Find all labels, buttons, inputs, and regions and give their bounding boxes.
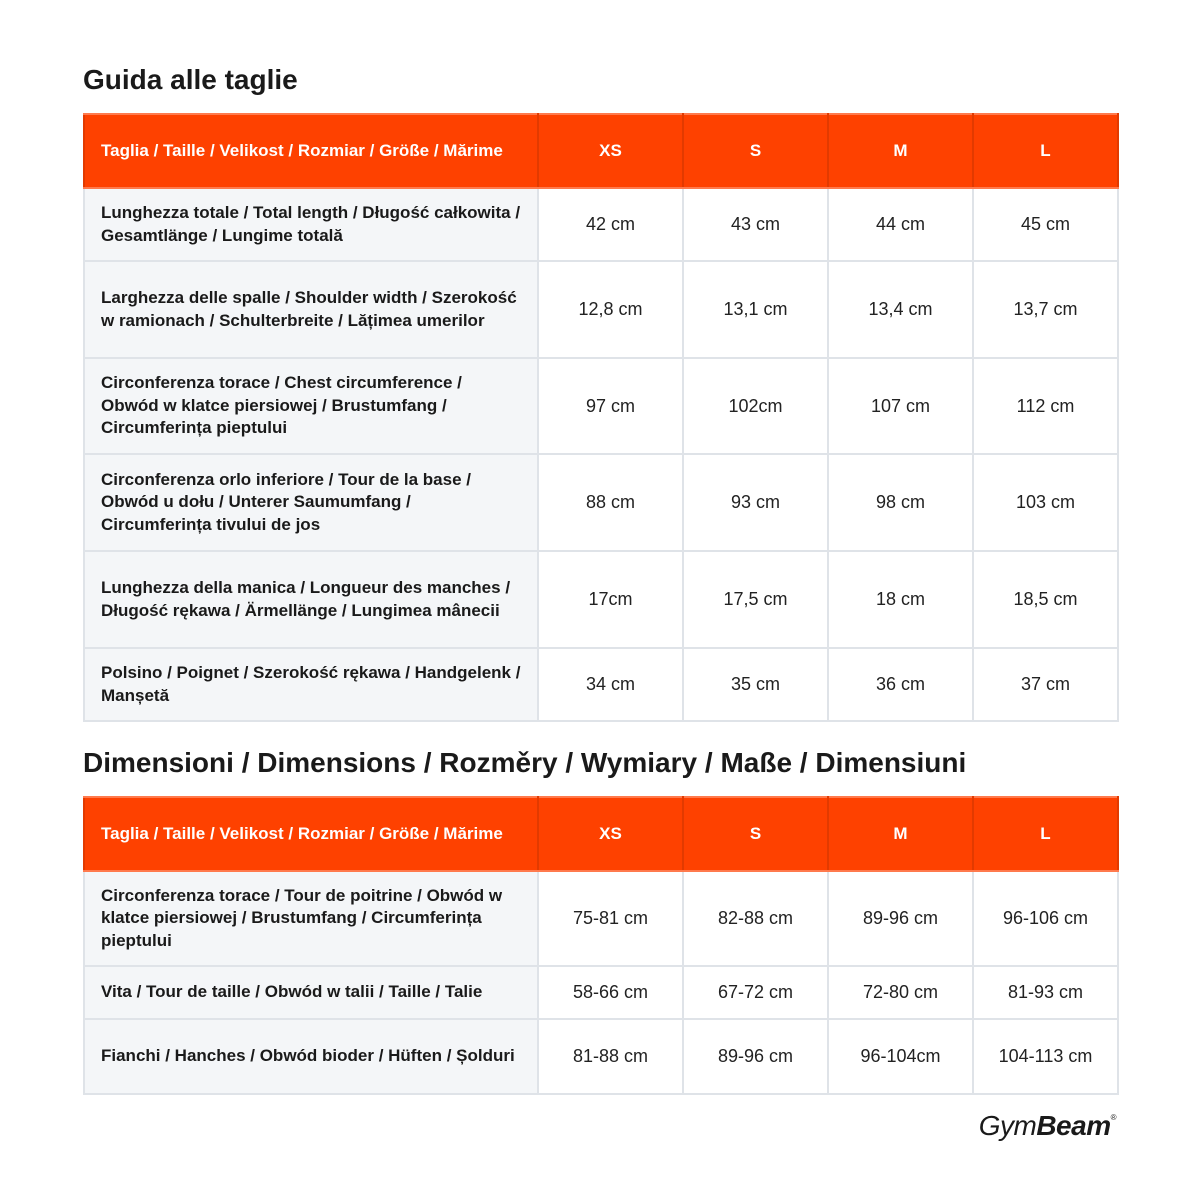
row-label: Circonferenza torace / Tour de poitrine / Obwód w klatce piersiowej / Brustumfang / Circumferința pieptului [84, 871, 538, 966]
row-label: Lunghezza della manica / Longueur des manches / Długość rękawa / Ärmellänge / Lungimea mânecii [84, 551, 538, 648]
cell-xs: 97 cm [538, 358, 683, 454]
cell-l: 18,5 cm [973, 551, 1118, 648]
row-label: Fianchi / Hanches / Obwód bioder / Hüften / Șolduri [84, 1019, 538, 1094]
registered-mark: ® [1110, 1113, 1116, 1122]
table-header-row [84, 114, 1118, 188]
cell-xs: 42 cm [538, 188, 683, 261]
cell-s: 93 cm [683, 454, 828, 551]
table-row [84, 966, 1118, 1019]
header-size-l: L [973, 797, 1118, 871]
dimensions-table [83, 796, 1119, 1095]
header-size-s: S [683, 114, 828, 188]
gymbeam-logo [979, 1112, 1116, 1140]
cell-s: 43 cm [683, 188, 828, 261]
row-label: Larghezza delle spalle / Shoulder width / Szerokość w ramionach / Schulterbreite / Lățimea umerilor [84, 261, 538, 358]
header-size-label: Taglia / Taille / Velikost / Rozmiar / Größe / Mărime [84, 114, 538, 188]
cell-m: 36 cm [828, 648, 973, 721]
cell-l: 45 cm [973, 188, 1118, 261]
table-row [84, 358, 1118, 454]
cell-s: 102cm [683, 358, 828, 454]
row-label: Circonferenza orlo inferiore / Tour de la base / Obwód u dołu / Unterer Saumumfang / Circumferința tivului de jos [84, 454, 538, 551]
cell-xs: 88 cm [538, 454, 683, 551]
cell-l: 96-106 cm [973, 871, 1118, 966]
table-row [84, 648, 1118, 721]
row-label: Polsino / Poignet / Szerokość rękawa / Handgelenk / Manșetă [84, 648, 538, 721]
header-size-xs: XS [538, 797, 683, 871]
cell-s: 67-72 cm [683, 966, 828, 1019]
cell-s: 35 cm [683, 648, 828, 721]
cell-xs: 81-88 cm [538, 1019, 683, 1094]
row-label: Circonferenza torace / Chest circumference / Obwód w klatce piersiowej / Brustumfang / Circumferința pieptului [84, 358, 538, 454]
table-row [84, 261, 1118, 358]
cell-s: 82-88 cm [683, 871, 828, 966]
header-size-label: Taglia / Taille / Velikost / Rozmiar / Größe / Mărime [84, 797, 538, 871]
size-guide-table [83, 113, 1119, 722]
table-row [84, 454, 1118, 551]
cell-xs: 17cm [538, 551, 683, 648]
logo-gym: Gym [978, 1110, 1037, 1141]
cell-xs: 12,8 cm [538, 261, 683, 358]
size-guide-title: Guida alle taglie [83, 64, 298, 95]
header-size-l: L [973, 114, 1118, 188]
cell-m: 44 cm [828, 188, 973, 261]
table-row [84, 188, 1118, 261]
cell-m: 89-96 cm [828, 871, 973, 966]
table-row [84, 551, 1118, 648]
cell-s: 13,1 cm [683, 261, 828, 358]
cell-xs: 34 cm [538, 648, 683, 721]
cell-l: 37 cm [973, 648, 1118, 721]
table-header-row [84, 797, 1118, 871]
dimensions-title: Dimensioni / Dimensions / Rozměry / Wymiary / Maße / Dimensiuni [83, 747, 967, 778]
cell-m: 98 cm [828, 454, 973, 551]
table-row [84, 871, 1118, 966]
cell-l: 81-93 cm [973, 966, 1118, 1019]
cell-m: 13,4 cm [828, 261, 973, 358]
header-size-s: S [683, 797, 828, 871]
row-label: Lunghezza totale / Total length / Długość całkowita / Gesamtlänge / Lungime totală [84, 188, 538, 261]
cell-s: 17,5 cm [683, 551, 828, 648]
cell-xs: 75-81 cm [538, 871, 683, 966]
cell-m: 18 cm [828, 551, 973, 648]
cell-l: 104-113 cm [973, 1019, 1118, 1094]
header-size-m: M [828, 797, 973, 871]
header-size-xs: XS [538, 114, 683, 188]
cell-l: 103 cm [973, 454, 1118, 551]
cell-xs: 58-66 cm [538, 966, 683, 1019]
cell-m: 72-80 cm [828, 966, 973, 1019]
cell-m: 96-104cm [828, 1019, 973, 1094]
table-row [84, 1019, 1118, 1094]
row-label: Vita / Tour de taille / Obwód w talii / Taille / Talie [84, 966, 538, 1019]
logo-beam: Beam [1036, 1110, 1111, 1141]
header-size-m: M [828, 114, 973, 188]
cell-m: 107 cm [828, 358, 973, 454]
cell-l: 13,7 cm [973, 261, 1118, 358]
cell-s: 89-96 cm [683, 1019, 828, 1094]
cell-l: 112 cm [973, 358, 1118, 454]
